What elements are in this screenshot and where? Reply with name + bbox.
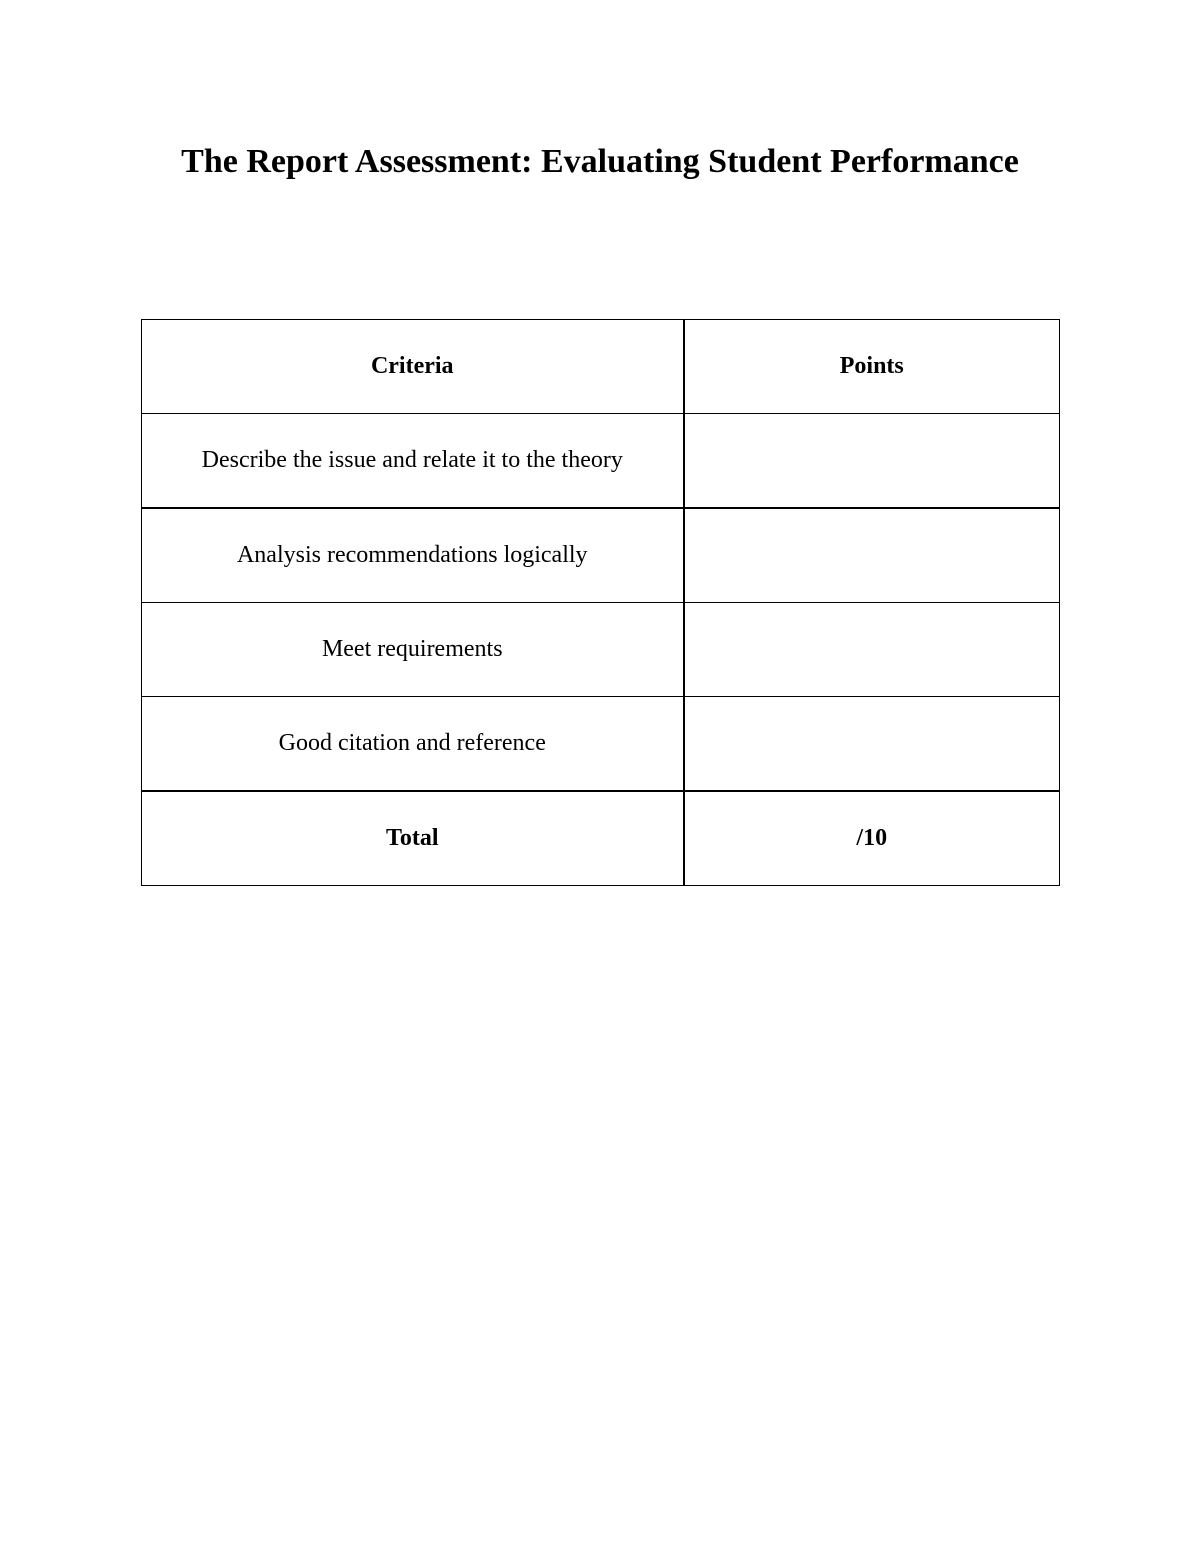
points-cell[interactable]	[684, 697, 1060, 792]
table-row	[142, 697, 1060, 792]
page-title: The Report Assessment: Evaluating Student Performance	[181, 143, 1019, 180]
criteria-header: Criteria	[142, 320, 684, 414]
points-cell[interactable]	[684, 414, 1060, 509]
criterion-cell: Analysis recommendations logically	[142, 508, 684, 603]
total-row	[142, 791, 1060, 886]
table-row	[142, 508, 1060, 603]
table-row	[142, 414, 1060, 509]
criterion-cell: Good citation and reference	[142, 697, 684, 792]
criterion-cell: Describe the issue and relate it to the theory	[142, 414, 684, 509]
criterion-cell: Meet requirements	[142, 603, 684, 697]
table-row	[142, 603, 1060, 697]
rubric-table	[141, 319, 1060, 886]
total-label: Total	[142, 791, 684, 886]
points-cell[interactable]	[684, 508, 1060, 603]
points-header: Points	[684, 320, 1060, 414]
table-header-row	[142, 320, 1060, 414]
points-cell[interactable]	[684, 603, 1060, 697]
total-points: /10	[684, 791, 1060, 886]
